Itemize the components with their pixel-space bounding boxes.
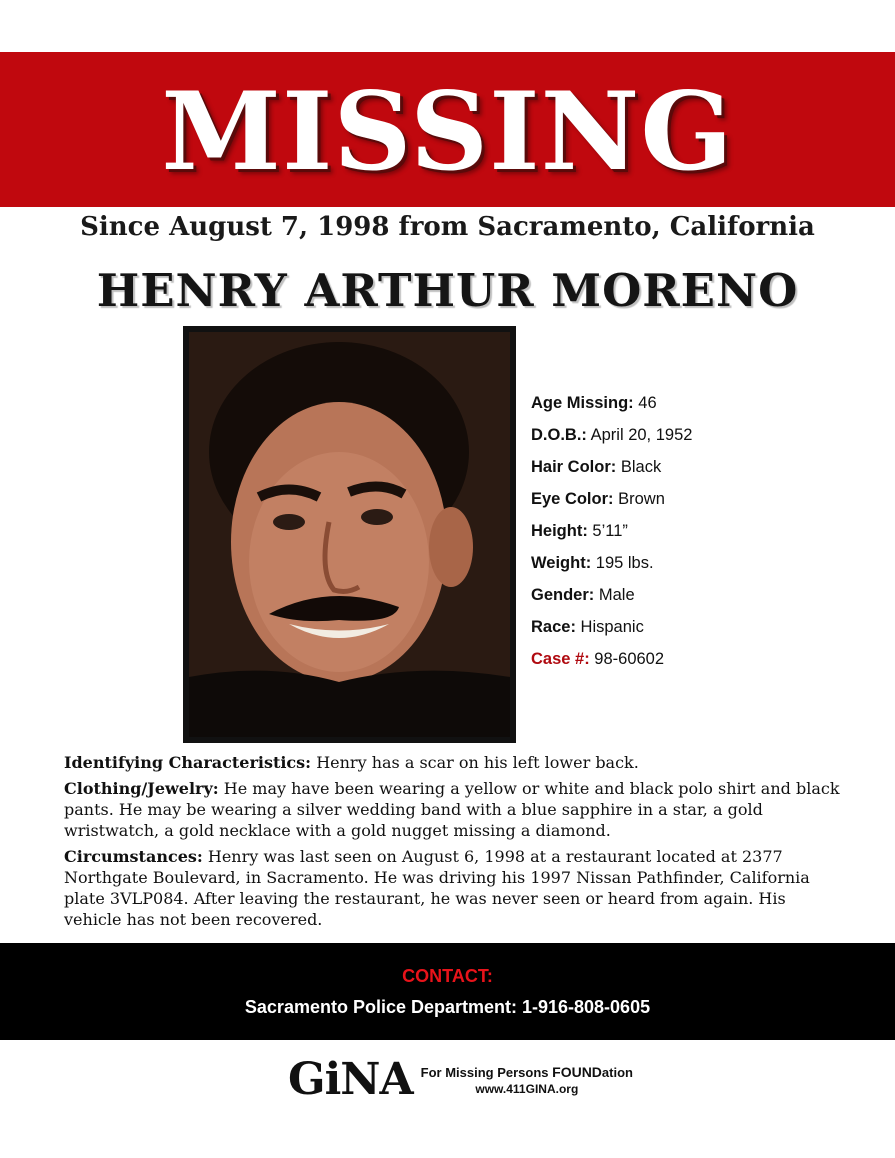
- missing-banner: [0, 52, 895, 207]
- gina-wordmark: GiNA: [288, 1054, 413, 1105]
- fact-value: Brown: [618, 490, 665, 508]
- fact-value: Hispanic: [580, 618, 644, 636]
- tagline-prefix: For Missing Persons: [420, 1065, 553, 1080]
- identifying-characteristics: [64, 752, 844, 773]
- clothing-text: He may have been wearing a yellow or white and black polo shirt and black pants. He may be wearing a silver wedding band with a blue sapphire in a star, a gold wristwatch, a gold necklace with a gold nugget missing a diamond.: [64, 779, 840, 840]
- fact-hair-color: [531, 457, 871, 489]
- fact-age-missing: [531, 393, 871, 425]
- fact-eye-color: [531, 489, 871, 521]
- fact-label: Case #:: [531, 650, 590, 668]
- person-facts: [531, 393, 871, 681]
- clothing-label: Clothing/Jewelry:: [64, 779, 219, 798]
- circumstances: [64, 846, 844, 930]
- contact-phone-line: Sacramento Police Department: 1-916-808-0605: [244, 997, 651, 1017]
- circumstances-label: Circumstances:: [64, 847, 203, 866]
- fact-value: 195 lbs.: [595, 554, 654, 572]
- fact-label: Age Missing:: [531, 394, 634, 412]
- fact-value: Black: [620, 458, 662, 476]
- tagline-found: FOUND: [552, 1064, 602, 1080]
- fact-value: 46: [638, 394, 657, 412]
- fact-label: Height:: [531, 522, 588, 540]
- fact-height: [531, 521, 871, 553]
- fact-value: Male: [598, 586, 635, 604]
- portrait-illustration: [189, 332, 510, 737]
- person-name: HENRY ARTHUR MORENO: [96, 264, 799, 317]
- fact-label: Eye Color:: [531, 490, 614, 508]
- fact-label: D.O.B.:: [531, 426, 587, 444]
- fact-race: [531, 617, 871, 649]
- fact-label: Weight:: [531, 554, 592, 572]
- tagline-suffix: ation: [601, 1065, 633, 1080]
- fact-dob: [531, 425, 871, 457]
- fact-label: Hair Color:: [531, 458, 617, 476]
- gina-logo: [288, 1056, 633, 1104]
- fact-gender: [531, 585, 871, 617]
- gina-tagline: [421, 1064, 633, 1080]
- fact-value: 5’11”: [592, 522, 628, 540]
- fact-value: 98-60602: [594, 650, 665, 668]
- contact-bar: [0, 943, 895, 1040]
- gina-url-link[interactable]: www.411GINA.org: [475, 1082, 579, 1096]
- fact-weight: [531, 553, 871, 585]
- fact-value: April 20, 1952: [590, 426, 693, 444]
- case-details: [64, 752, 844, 935]
- fact-label: Race:: [531, 618, 576, 636]
- clothing-jewelry: [64, 778, 844, 841]
- fact-label: Gender:: [531, 586, 595, 604]
- banner-title: MISSING: [161, 68, 734, 195]
- person-photo: [183, 326, 516, 743]
- circumstances-text: Henry was last seen on August 6, 1998 at a restaurant located at 2377 Northgate Boulevard, in Sacramento. He was driving his 1997 Nissan Pathfinder, California plate 3VLP084. After leaving the restaurant, he was never seen or heard from again. His vehicle has not been recovered.: [64, 847, 810, 929]
- missing-since-text: Since August 7, 1998 from Sacramento, California: [80, 212, 815, 242]
- contact-heading: CONTACT:: [402, 966, 493, 986]
- gina-tagline-block: [421, 1064, 633, 1096]
- identifying-label: Identifying Characteristics:: [64, 753, 312, 772]
- identifying-text: Henry has a scar on his left lower back.: [316, 753, 639, 772]
- fact-case-number: [531, 649, 871, 681]
